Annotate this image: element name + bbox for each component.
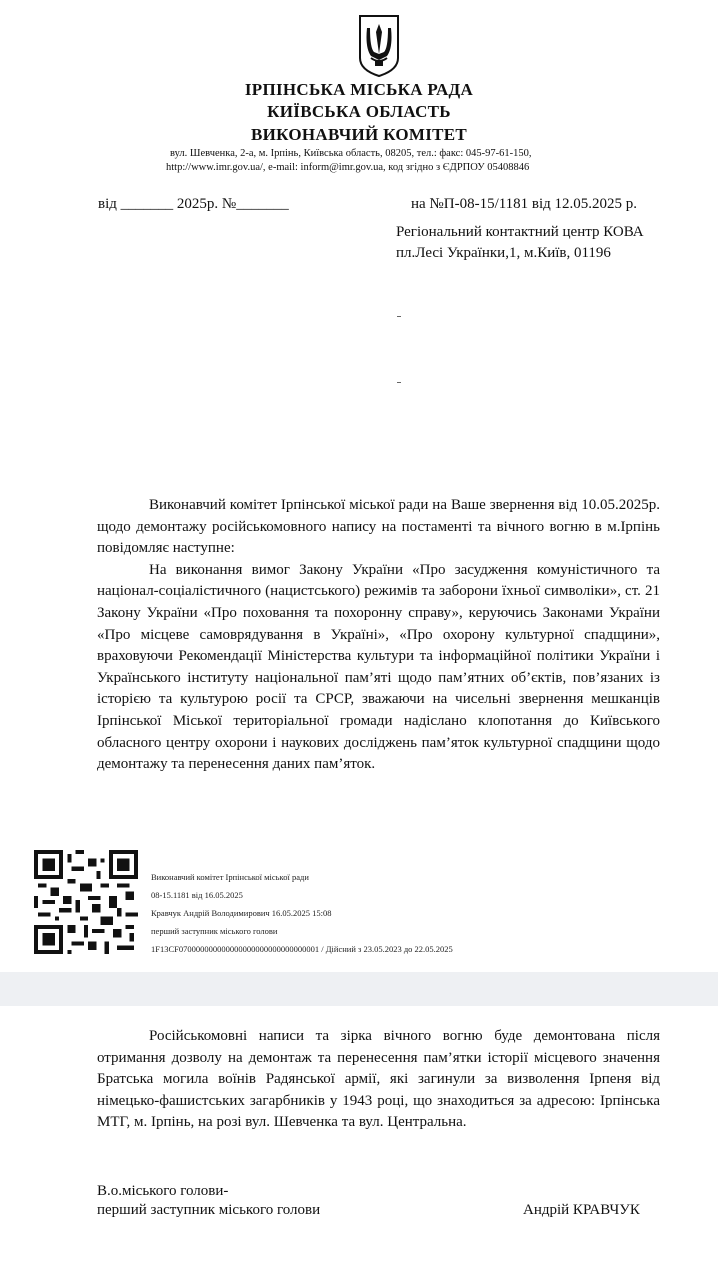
body-text [97,495,660,776]
divider [397,316,401,317]
esign-position: перший заступник міського голови [151,926,278,936]
region-name: КИЇВСЬКА ОБЛАСТЬ [267,102,451,121]
signer-name: Андрій КРАВЧУК [523,1202,640,1218]
trident-crest-icon [357,14,401,78]
committee-name: ВИКОНАВЧИЙ КОМІТЕТ [250,125,468,144]
paragraph-2: На виконання вимог Закону України «Про засудження комуністичного та націонал-соціалістичного (нацистського) режимів та заборони їхньої символіки», ст. 21 Закону України «Про поховання та похоронну справу», керуючись Законами України «Про місцеве самоврядування в Україні», «Про охорону культурної спадщини», враховуючи Рекомендації Міністерства культури та інформаційної політики України і Українського інституту національної пам’яті щодо пам’ятних об’єктів, пов’язаних із історією та культурою росії та СРСР, зважаючи на чисельні звернення мешканців Ірпінської Міської територіальної громади надіслано клопотання до Київського обласного центру охорони і наукових досліджень пам’яток культурної спадщини щодо демонтажу та перенесення даних пам’яток. [97,561,660,773]
paragraph-1: Виконавчий комітет Ірпінської міської ради на Ваше звернення від 10.05.2025р. щодо демонтажу російськомовного напису на постаменті та вічного вогню в м.Ірпінь повідомляє наступне: [97,497,660,557]
divider [397,382,401,383]
address-line-1: вул. Шевченка, 2-а, м. Ірпінь, Київська область, 08205, тел.: факс: 045-97-61-150, [170,148,532,159]
council-name: ІРПІНСЬКА МІСЬКА РАДА [244,80,474,99]
esign-org: Виконавчий комітет Ірпінської міської ради [151,872,309,882]
page-separator [0,972,718,1006]
addressee-line-2: пл.Лесі Українки,1, м.Київ, 01196 [396,245,611,261]
esign-signer: Кравчук Андрій Володимирович 16.05.2025 15:08 [151,908,332,918]
addressee-line-1: Регіональний контактний центр КОВА [396,224,644,240]
esign-cert: 1F13CF070000000000000000000000000000001 / Дійсний з 23.05.2023 до 22.05.2025 [151,944,453,954]
qr-code-icon [34,850,138,954]
outgoing-ref: від _______ 2025р. №_______ [98,196,289,212]
body-text-continued [97,1026,660,1134]
signer-title-line-1: В.о.міського голови- [97,1183,229,1199]
incoming-ref: на №П-08-15/1181 від 12.05.2025 р. [411,196,638,212]
esign-reg: 08-15.1181 від 16.05.2025 [151,890,243,900]
paragraph-3: Російськомовні написи та зірка вічного вогню буде демонтована після отримання дозволу на демонтаж та перенесення пам’ятки історії місцевого значення Братська могила воїнів Радянської армії, які загинули за визволення Ірпеня від німецько-фашистських загарбників у 1943 році, що знаходиться за адресою: Ірпінська МТГ, м. Ірпінь, на розі вул. Шевченка та вул. Центральна. [97,1028,660,1130]
address-line-2: http://www.imr.gov.ua/, e-mail: inform@imr.gov.ua, код згідно з ЄДРПОУ 05408846 [166,162,530,173]
signer-title-line-2: перший заступник міського голови [97,1202,321,1218]
